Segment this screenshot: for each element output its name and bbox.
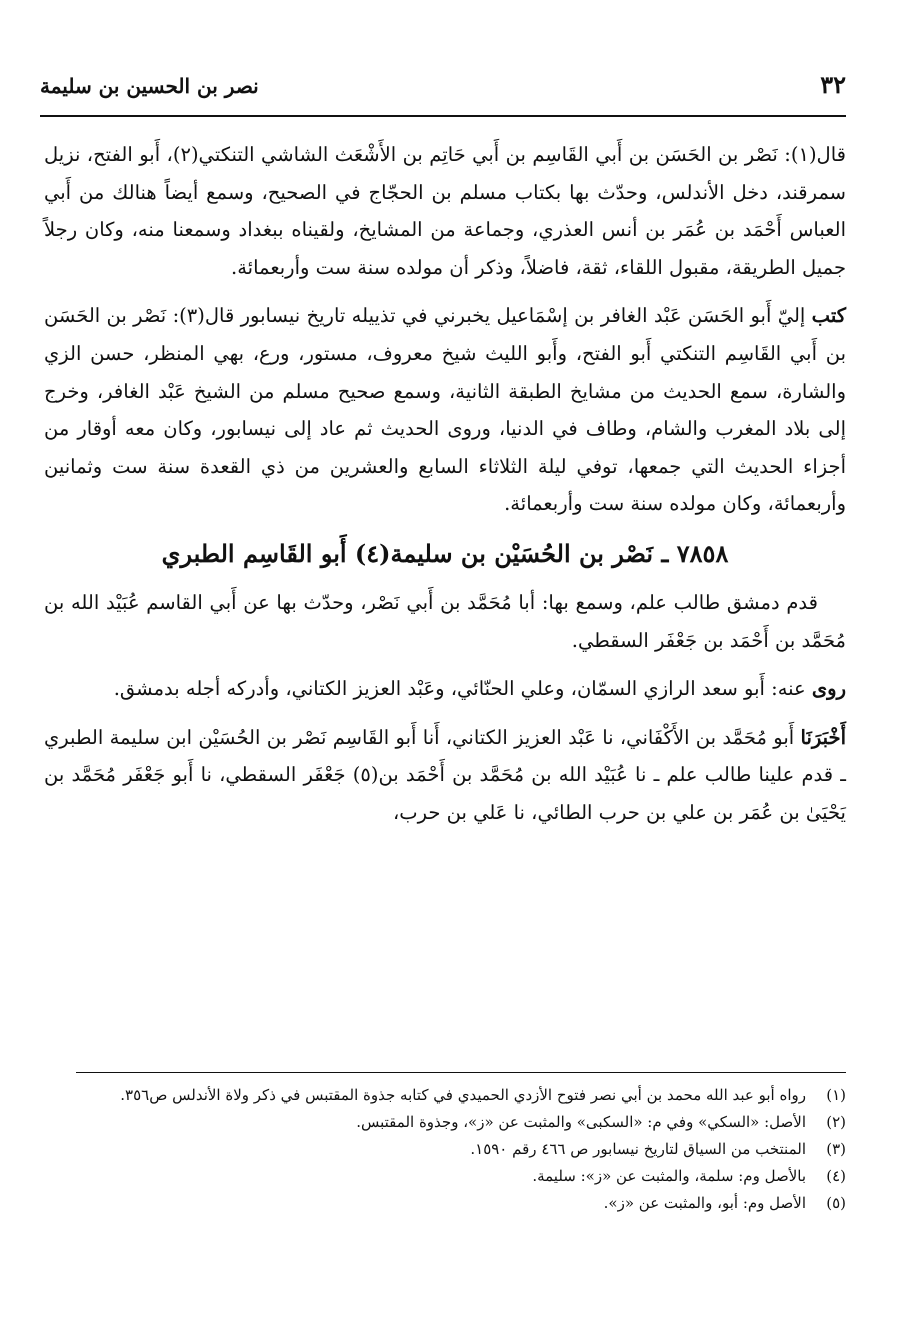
footnote xyxy=(44,1190,846,1217)
running-title: نصر بن الحسين بن سليمة xyxy=(40,74,259,98)
header-divider xyxy=(40,115,846,117)
entry-heading: ٧٨٥٨ ـ نَصْر بن الحُسَيْن بن سليمة(٤) أَبو القَاسِم الطبري xyxy=(161,538,729,568)
footnote-number: (٣) xyxy=(826,1140,846,1158)
footnote-number: (٤) xyxy=(826,1167,846,1185)
footnote-number: (٢) xyxy=(826,1113,846,1131)
footnote-text: الأصل وم: أبو، والمثبت عن «ز». xyxy=(603,1194,806,1212)
page-header xyxy=(40,70,846,106)
footnote-text: المنتخب من السياق لتاريخ نيسابور ص ٤٦٦ رقم ١٥٩٠. xyxy=(470,1140,806,1158)
paragraph-lead: روى xyxy=(811,677,846,701)
footnote xyxy=(44,1082,846,1109)
paragraph xyxy=(44,584,846,659)
paragraph-text: إليّ أَبو الحَسَن عَبْد الغافر بن إسْمَاعيل يخبرني في تذييله تاريخ نيسابور قال(٣): نَصْر بن الحَسَن بن أَبي القَاسِم التنكتي أَبو الفتح، وأَبو الليث شيخ معروف، مستور، ورع، بهي المنظر، حسن الزي والشارة، سمع الحديث من مشايخ الطبقة الثانية، وسمع صحيح مسلم من الشيخ عَبْد الغافر، وخرج إلى بلاد المغرب والشام، وطاف في الدنيا، وروى الحديث ثم عاد إلى نيسابور، وكان معه أوقار من أجزاء الحديث التي جمعها، توفي ليلة الثلاثاء السابع والعشرين من ذي القعدة سنة ست وثمانين وأربعمائة، وكان مولده سنة ست وأربعمائة. xyxy=(44,304,846,516)
footnote xyxy=(44,1109,846,1136)
paragraph-lead: كتب xyxy=(811,304,846,328)
footnote-text: الأصل: «السكي» وفي م: «السكبى» والمثبت عن «ز»، وجذوة المقتبس. xyxy=(356,1113,806,1131)
footnote-divider xyxy=(76,1072,846,1073)
page-number: ٣٢ xyxy=(820,70,846,99)
footnote xyxy=(44,1136,846,1163)
footnote-text: رواه أبو عبد الله محمد بن أبي نصر فتوح الأزدي الحميدي في كتابه جذوة المقتبس في ذكر ولاة الأندلس ص٣٥٦. xyxy=(120,1086,806,1104)
footnotes xyxy=(44,1082,846,1217)
paragraph-text: أَبو مُحَمَّد بن الأَكْفَاني، نا عَبْد العزيز الكتاني، أَنا أَبو القَاسِم نَصْر بن الحُسَيْن ابن سليمة الطبري ـ قدم علينا طالب علم ـ نا عُبَيْد الله بن مُحَمَّد بن أَحْمَد بن(٥) جَعْفَر السقطي، نا أَبو جَعْفَر مُحَمَّد بن يَحْيَىٰ بن عُمَر بن علي بن حرب الطائي، نا عَلي بن حرب، xyxy=(44,725,846,824)
footnote xyxy=(44,1163,846,1190)
paragraph xyxy=(44,719,846,832)
footnote-number: (٥) xyxy=(826,1194,846,1212)
paragraph-text: قال(١): نَصْر بن الحَسَن بن أَبي القَاسِم بن أَبي حَاتِم بن الأَشْعَث الشاشي التنكتي(٢)، أَبو الفتح، نزيل سمرقند، دخل الأندلس، وحدّث بها بكتاب مسلم بن الحجّاج في الصحيح، وسمع أيضاً هنالك من أَبي العباس أَحْمَد بن عُمَر بن أنس العذري، وجماعة من المشايخ، ولقيناه ببغداد وسمعنا منه، وكان رجلاً جميل الطريقة، مقبول اللقاء، ثقة، فاضلاً، وذكر أن مولده سنة ست وأربعمائة. xyxy=(44,143,846,279)
paragraph-text: قدم دمشق طالب علم، وسمع بها: أبا مُحَمَّد بن أَبي نَصْر، وحدّث بها عن أَبي القاسم عُبَيْد الله بن مُحَمَّد بن أَحْمَد بن جَعْفَر السقطي. xyxy=(44,590,846,652)
paragraph xyxy=(44,297,846,523)
footnote-text: بالأصل وم: سلمة، والمثبت عن «ز»: سليمة. xyxy=(532,1167,806,1185)
paragraph-text: عنه: أَبو سعد الرازي السمّان، وعلي الحنّائي، وعَبْد العزيز الكتاني، وأدركه أجله بدمشق. xyxy=(113,677,806,701)
paragraph xyxy=(44,670,846,708)
footnote-number: (١) xyxy=(826,1086,846,1104)
main-text xyxy=(44,136,846,843)
paragraph xyxy=(44,136,846,286)
paragraph-lead: أَخْبَرَنَا xyxy=(800,725,846,749)
